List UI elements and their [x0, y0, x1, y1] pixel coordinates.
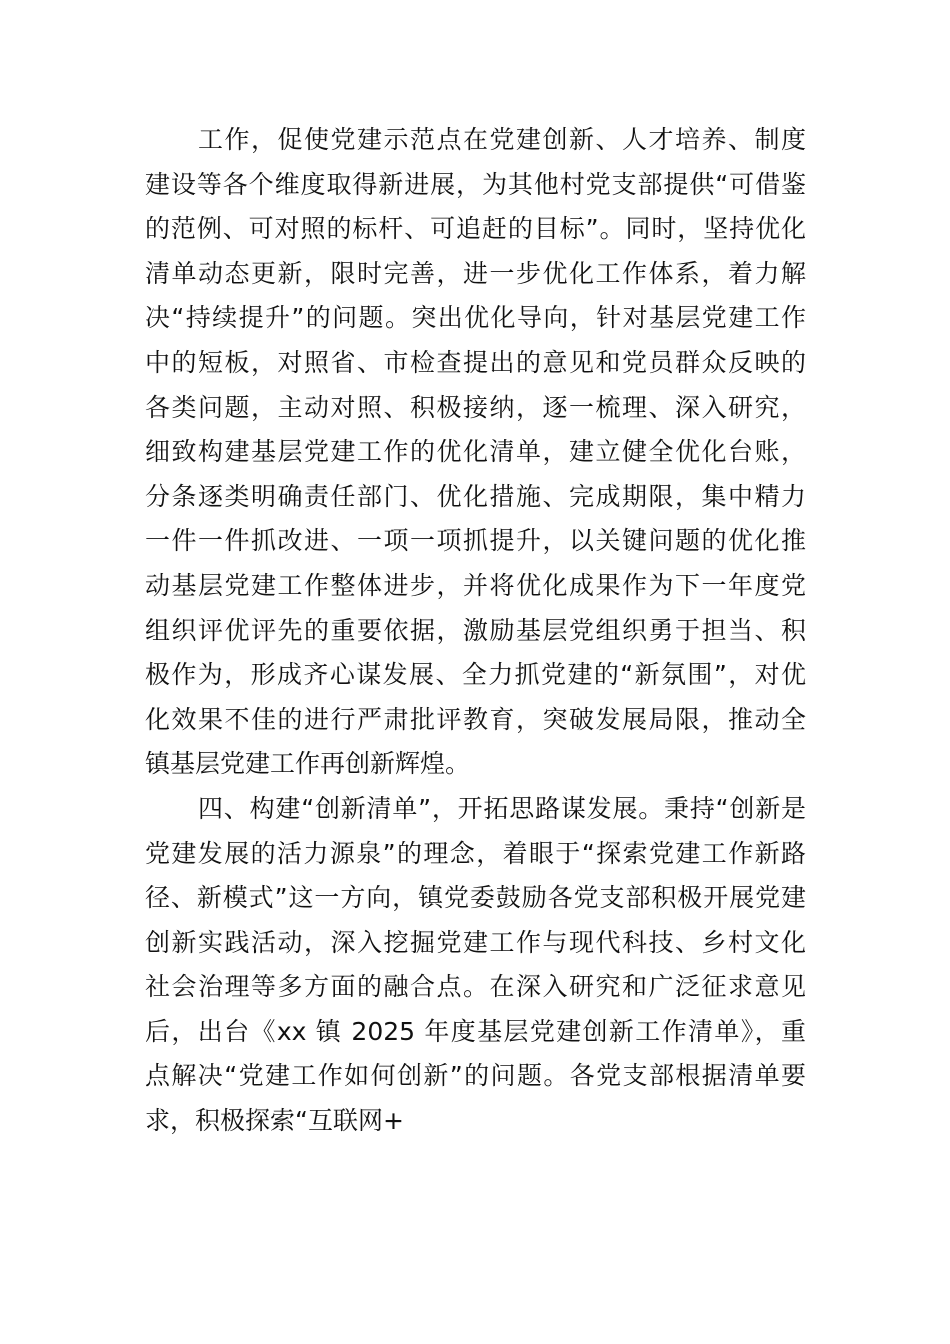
text-line: 径、新模式”这一方向，镇党委鼓励各党支部积极开展党建	[145, 883, 806, 913]
text-line: 点解决“党建工作如何创新”的问题。各党支部根据清单要	[145, 1061, 806, 1091]
text-line: 各类问题，主动对照、积极接纳，逐一梳理、深入研究，	[145, 392, 806, 422]
text-line: 求，积极探索“互联网+	[145, 1106, 404, 1136]
text-line: 清单动态更新，限时完善，进一步优化工作体系，着力解	[145, 258, 806, 288]
text-line: 决“持续提升”的问题。突出优化导向，针对基层党建工作	[145, 303, 806, 333]
text-line: 四、构建“创新清单”，开拓思路谋发展。秉持“创新是	[198, 793, 806, 823]
text-line: 社会治理等多方面的融合点。在深入研究和广泛征求意见	[145, 972, 806, 1002]
text-line: 动基层党建工作整体进步，并将优化成果作为下一年度党	[145, 570, 806, 600]
text-line: 镇基层党建工作再创新辉煌。	[145, 749, 471, 779]
text-line: 建设等各个维度取得新进展，为其他村党支部提供“可借鉴	[145, 169, 806, 199]
text-line: 后，出台《xx 镇 2025 年度基层党建创新工作清单》，重	[145, 1016, 806, 1046]
text-line: 党建发展的活力源泉”的理念，着眼于“探索党建工作新路	[145, 838, 806, 868]
paragraph-optimization-list	[145, 118, 806, 787]
text-line: 分条逐类明确责任部门、优化措施、完成期限，集中精力	[145, 481, 806, 511]
text-line: 组织评优评先的重要依据，激励基层党组织勇于担当、积	[145, 615, 806, 645]
text-line: 一件一件抓改进、一项一项抓提升，以关键问题的优化推	[145, 526, 806, 556]
text-line: 工作，促使党建示范点在党建创新、人才培养、制度	[198, 125, 806, 154]
text-line: 极作为，形成齐心谋发展、全力抓党建的“新氛围”，对优	[145, 660, 806, 690]
paragraph-innovation-list	[145, 787, 806, 1144]
text-line: 的范例、可对照的标杆、可追赶的目标”。同时，坚持优化	[145, 214, 806, 244]
body-text	[145, 118, 806, 1144]
text-line: 中的短板，对照省、市检查提出的意见和党员群众反映的	[145, 347, 806, 377]
text-line: 细致构建基层党建工作的优化清单，建立健全优化台账，	[145, 437, 806, 467]
text-line: 化效果不佳的进行严肃批评教育，突破发展局限，推动全	[145, 704, 806, 734]
text-line: 创新实践活动，深入挖掘党建工作与现代科技、乡村文化	[145, 927, 806, 957]
